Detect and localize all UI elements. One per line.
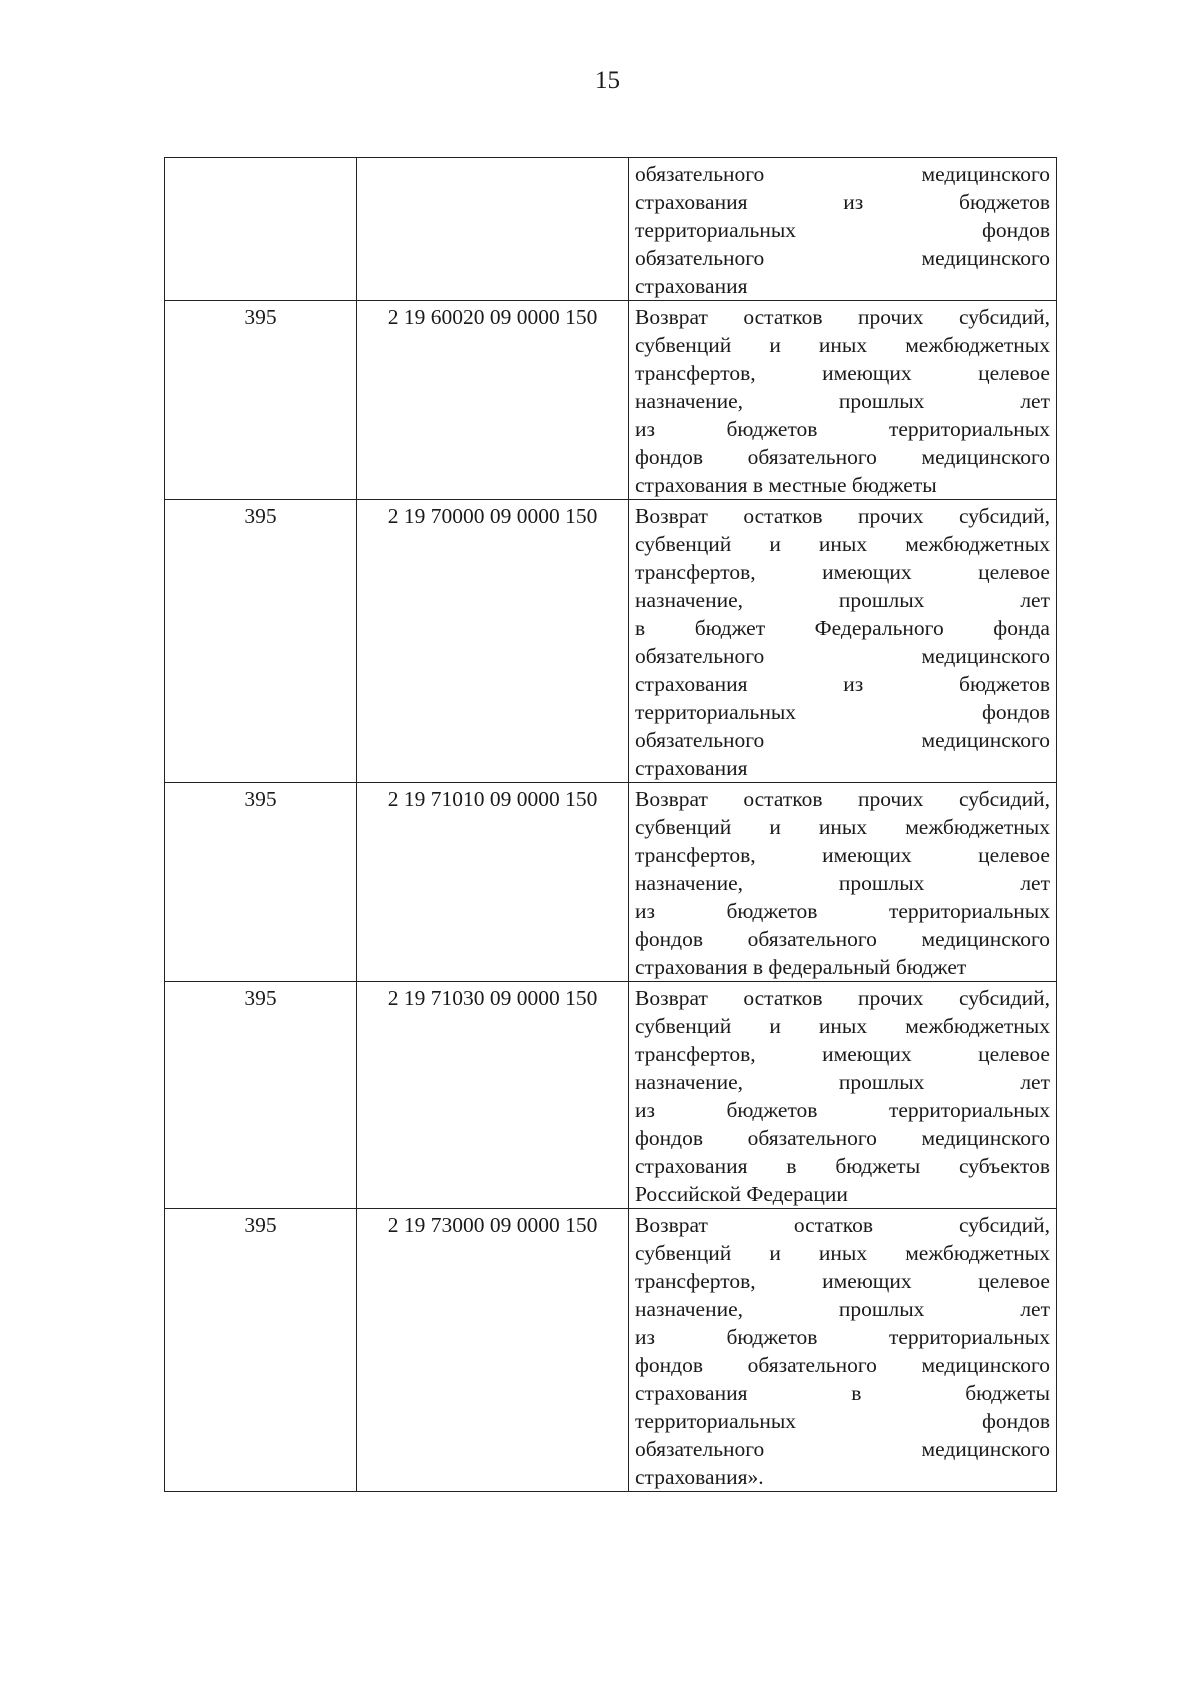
description-line: трансфертов, имеющих целевое	[635, 361, 1050, 385]
description-line: страхования в бюджеты субъектов	[635, 1154, 1050, 1178]
description-cell	[629, 783, 1057, 982]
page-number: 15	[595, 67, 620, 94]
description-line: страхования в федеральный бюджет	[635, 955, 967, 979]
admin-code-cell: 395	[165, 982, 357, 1209]
description-cell	[629, 158, 1057, 301]
description-line: территориальных фондов	[635, 218, 1050, 242]
table-row	[165, 982, 1057, 1209]
description-line: трансфертов, имеющих целевое	[635, 1042, 1050, 1066]
description-line: Российской Федерации	[635, 1182, 848, 1206]
table-row	[165, 783, 1057, 982]
description-line: фондов обязательного медицинского	[635, 927, 1050, 951]
description-line: в бюджет Федерального фонда	[635, 616, 1050, 640]
description-line: Возврат остатков прочих субсидий,	[635, 986, 1050, 1010]
description-line: назначение, прошлых лет	[635, 389, 1050, 413]
description-line: обязательного медицинского	[635, 162, 1050, 186]
description-line: территориальных фондов	[635, 1409, 1050, 1433]
admin-code-cell: 395	[165, 783, 357, 982]
description-line: страхования	[635, 756, 748, 780]
table-row	[165, 500, 1057, 783]
description-line: из бюджетов территориальных	[635, 1325, 1050, 1349]
description-line: назначение, прошлых лет	[635, 588, 1050, 612]
description-line: трансфертов, имеющих целевое	[635, 1269, 1050, 1293]
description-line: субвенций и иных межбюджетных	[635, 815, 1050, 839]
table-row	[165, 1209, 1057, 1492]
description-line: из бюджетов территориальных	[635, 1098, 1050, 1122]
budget-classification-code-cell: 2 19 71030 09 0000 150	[357, 982, 629, 1209]
description-line: субвенций и иных межбюджетных	[635, 333, 1050, 357]
description-cell	[629, 1209, 1057, 1492]
description-line: Возврат остатков субсидий,	[635, 1213, 1050, 1237]
description-line: из бюджетов территориальных	[635, 899, 1050, 923]
budget-classification-code-cell: 2 19 60020 09 0000 150	[357, 301, 629, 500]
admin-code-cell: 395	[165, 301, 357, 500]
budget-codes-table	[164, 157, 1057, 1492]
description-line: обязательного медицинского	[635, 728, 1050, 752]
admin-code-cell: 395	[165, 1209, 357, 1492]
description-line: трансфертов, имеющих целевое	[635, 560, 1050, 584]
table-row	[165, 158, 1057, 301]
description-line: Возврат остатков прочих субсидий,	[635, 787, 1050, 811]
description-line: Возврат остатков прочих субсидий,	[635, 305, 1050, 329]
description-cell	[629, 982, 1057, 1209]
table-body	[165, 158, 1057, 1492]
description-line: субвенций и иных межбюджетных	[635, 532, 1050, 556]
admin-code-cell	[165, 158, 357, 301]
description-line: субвенций и иных межбюджетных	[635, 1241, 1050, 1265]
description-line: фондов обязательного медицинского	[635, 1126, 1050, 1150]
description-line: Возврат остатков прочих субсидий,	[635, 504, 1050, 528]
description-line: страхования из бюджетов	[635, 672, 1050, 696]
budget-classification-code-cell: 2 19 71010 09 0000 150	[357, 783, 629, 982]
description-line: фондов обязательного медицинского	[635, 1353, 1050, 1377]
description-line: страхования в бюджеты	[635, 1381, 1050, 1405]
description-line: страхования в местные бюджеты	[635, 473, 937, 497]
description-line: страхования	[635, 274, 748, 298]
description-line: назначение, прошлых лет	[635, 1070, 1050, 1094]
admin-code-cell: 395	[165, 500, 357, 783]
budget-classification-code-cell	[357, 158, 629, 301]
description-line: из бюджетов территориальных	[635, 417, 1050, 441]
description-line: обязательного медицинского	[635, 1437, 1050, 1461]
budget-classification-code-cell: 2 19 70000 09 0000 150	[357, 500, 629, 783]
description-line: трансфертов, имеющих целевое	[635, 843, 1050, 867]
description-line: обязательного медицинского	[635, 644, 1050, 668]
description-line: территориальных фондов	[635, 700, 1050, 724]
table-row	[165, 301, 1057, 500]
description-line: фондов обязательного медицинского	[635, 445, 1050, 469]
budget-classification-code-cell: 2 19 73000 09 0000 150	[357, 1209, 629, 1492]
description-line: страхования».	[635, 1465, 764, 1489]
description-cell	[629, 500, 1057, 783]
description-line: назначение, прошлых лет	[635, 1297, 1050, 1321]
description-line: страхования из бюджетов	[635, 190, 1050, 214]
description-line: назначение, прошлых лет	[635, 871, 1050, 895]
description-line: субвенций и иных межбюджетных	[635, 1014, 1050, 1038]
description-cell	[629, 301, 1057, 500]
description-line: обязательного медицинского	[635, 246, 1050, 270]
